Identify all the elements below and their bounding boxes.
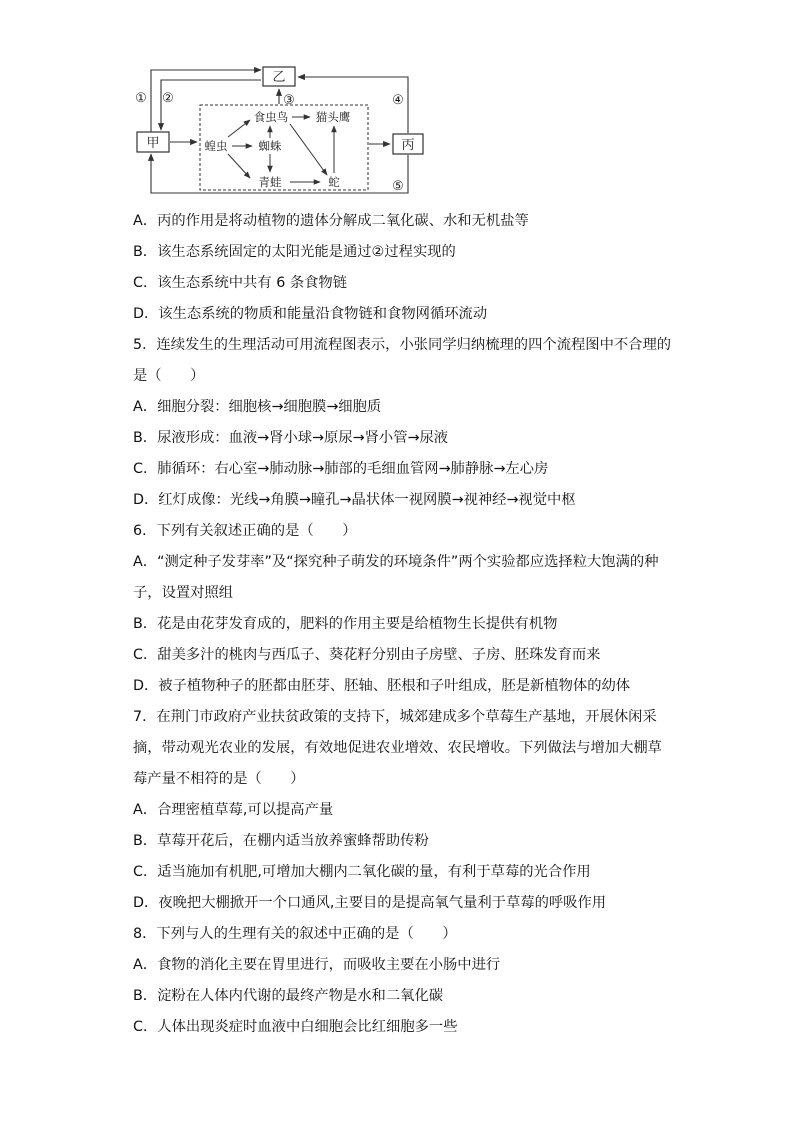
text-line: D．红灯成像：光线→角膜→瞳孔→晶状体一视网膜→视神经→视觉中枢 [133,492,576,508]
text-line: B．该生态系统固定的太阳光能是通过②过程实现的 [133,244,456,260]
text-line: B．尿液形成：血液→肾小球→原尿→肾小管→尿液 [133,430,449,446]
marker-1: ① [135,91,147,106]
marker-2: ② [162,91,174,106]
text-line: C．适当施加有机肥,可增加大棚内二氧化碳的量，有利于草莓的光合作用 [133,864,591,880]
arrow-huangchong-qingwa [228,154,250,178]
text-line: C．该生态系统中共有 6 条食物链 [133,275,348,291]
node-bing: 丙 [401,138,415,153]
node-jia: 甲 [146,136,160,151]
question-5-stem: 5．连续发生的生理活动可用流程图表示，小张同学归纳梳理的四个流程图中不合理的 [133,337,672,353]
marker-5: ⑤ [392,179,404,194]
arrow-huangchong-shichongniao [228,120,250,137]
node-maotouying: 猫头鹰 [315,110,351,124]
question-8-stem: 8．下列与人的生理有关的叙述中正确的是（ ） [133,926,457,942]
text-line: D．该生态系统的物质和能量沿食物链和食物网循环流动 [133,306,488,322]
node-zhizhu: 蜘蛛 [258,139,282,153]
ecosystem-diagram [0,0,794,205]
text-line: A．合理密植草莓,可以提高产量 [133,802,334,818]
node-she: 蛇 [328,175,340,189]
question-6-stem: 6．下列有关叙述正确的是（ ） [133,523,357,539]
node-yi: 乙 [272,70,286,85]
node-shichongniao: 食虫鸟 [253,110,289,124]
text-line: 子，设置对照组 [133,585,234,601]
text-line: A．食物的消化主要在胃里进行，而吸收主要在小肠中进行 [133,957,501,973]
text-line: A．“测定种子发芽率”及“探究种子萌发的环境条件”两个实验都应选择粒大饱满的种 [133,554,659,570]
text-line: B．淀粉在人体内代谢的最终产物是水和二氧化碳 [133,988,444,1004]
text-line: B．草莓开花后，在棚内适当放养蜜蜂帮助传粉 [133,833,429,849]
text-line: C．甜美多汁的桃肉与西瓜子、葵花籽分别由子房壁、子房、胚珠发育而来 [133,647,601,663]
question-text [133,206,773,1043]
node-huangchong: 蝗虫 [204,139,228,153]
text-line: C．人体出现炎症时血液中白细胞会比红细胞多一些 [133,1019,458,1035]
question-5-stem: 是（ ） [133,368,205,384]
question-7-stem: 莓产量不相符的是（ ） [133,771,305,787]
text-line: A．细胞分裂：细胞核→细胞膜→细胞质 [133,399,382,415]
text-line: D．被子植物种子的胚都由胚芽、胚轴、胚根和子叶组成，胚是新植物体的幼体 [133,678,631,694]
question-7-stem: 摘，带动观光农业的发展，有效地促进农业增效、农民增收。下列做法与增加大棚草 [133,740,662,756]
node-qingwa: 青蛙 [258,175,282,189]
marker-3: ③ [283,93,295,108]
question-7-stem: 7．在荆门市政府产业扶贫政策的支持下，城郊建成多个草莓生产基地，开展休闲采 [133,709,657,725]
text-line: D．夜晚把大棚掀开一个口通风,主要目的是提高氧气量利于草莓的呼吸作用 [133,895,607,911]
arrow-shichongniao-she [290,124,327,175]
text-line: A．丙的作用是将动植物的遗体分解成二氧化碳、水和无机盐等 [133,213,529,229]
marker-4: ④ [392,93,404,108]
text-line: C．肺循环：右心室→肺动脉→肺部的毛细血管网→肺静脉→左心房 [133,461,549,477]
text-line: B．花是由花芽发育成的，肥料的作用主要是给植物生长提供有机物 [133,616,558,632]
